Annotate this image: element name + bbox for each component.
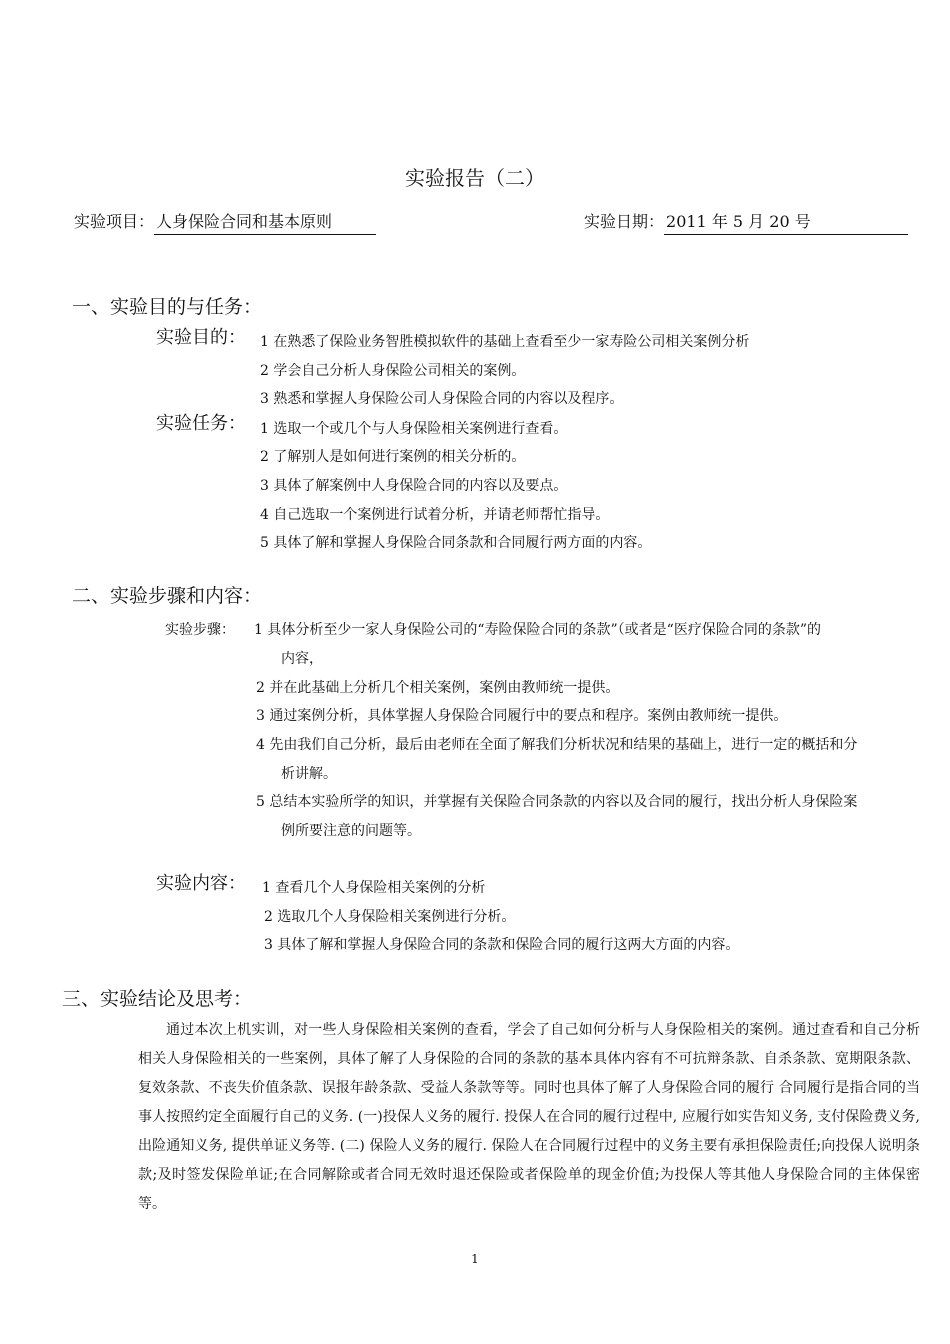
purpose-item: 2 学会自己分析人身保险公司相关的案例。 bbox=[260, 363, 526, 379]
step-item: 1 具体分析至少一家人身保险公司的“寿险保险合同的条款”（或者是“医疗保险合同的条款”的 bbox=[254, 622, 821, 638]
step-item: 2 并在此基础上分析几个相关案例，案例由教师统一提供。 bbox=[256, 680, 620, 696]
conclusion-paragraph: 通过本次上机实训，对一些人身保险相关案例的查看，学会了自己如何分析与人身保险相关的案例。通过查看和自己分析相关人身保险相关的一些案例，具体了解了人身保险的合同的条款的基本具体内容有不可抗辩条款、自杀条款、宽期限条款、复效条款、不丧失价值条款、误报年龄条款、受益人条款等等。同时也具体了解了人身保险合同的履行 合同履行是指合同的当事人按照约定全面履行自己的义务. (一)投保人义务的履行. 投保人在合同的履行过程中, 应履行如实告知义务, 支付保险费义务, 出险通知义务, 提供单证义务等. (二) 保险人义务的履行. 保险人在合同履行过程中的义务主要有承担保险责任;向投保人说明条款;及时签发保险单证;在合同解除或者合同无效时退还保险或者保险单的现金价值;为投保人等其他人身保险合同的主体保密等。 bbox=[138, 1022, 920, 1212]
page-title: 实验报告（二） bbox=[405, 166, 545, 190]
content-item: 1 查看几个人身保险相关案例的分析 bbox=[262, 880, 486, 896]
task-item: 1 选取一个或几个与人身保险相关案例进行查看。 bbox=[260, 421, 568, 437]
step-item-continued: 内容， bbox=[281, 651, 323, 667]
step-item: 4 先由我们自己分析，最后由老师在全面了解我们分析状况和结果的基础上，进行一定的概括和分 bbox=[256, 737, 858, 753]
date-value: 2011 年 5 月 20 号 bbox=[664, 209, 908, 235]
project-label: 实验项目： bbox=[74, 212, 155, 231]
task-item: 5 具体了解和掌握人身保险合同条款和合同履行两方面的内容。 bbox=[260, 535, 652, 551]
purpose-item: 3 熟悉和掌握人身保险公司人身保险合同的内容以及程序。 bbox=[260, 391, 624, 407]
section2-heading: 二、实验步骤和内容： bbox=[72, 585, 263, 607]
date-field bbox=[584, 209, 908, 235]
task-item: 3 具体了解案例中人身保险合同的内容以及要点。 bbox=[260, 478, 568, 494]
project-value: 人身保险合同和基本原则 bbox=[154, 209, 376, 235]
step-item: 3 通过案例分析，具体掌握人身保险合同履行中的要点和程序。案例由教师统一提供。 bbox=[256, 708, 788, 724]
content-label: 实验内容： bbox=[156, 873, 246, 894]
project-field bbox=[74, 209, 376, 235]
steps-label: 实验步骤： bbox=[165, 622, 235, 638]
content-item: 3 具体了解和掌握人身保险合同的条款和保险合同的履行这两大方面的内容。 bbox=[264, 937, 740, 953]
section1-heading: 一、实验目的与任务： bbox=[72, 296, 263, 318]
task-item: 4 自己选取一个案例进行试着分析，并请老师帮忙指导。 bbox=[260, 507, 610, 523]
content-item: 2 选取几个人身保险相关案例进行分析。 bbox=[264, 909, 516, 925]
purpose-item: 1 在熟悉了保险业务智胜模拟软件的基础上查看至少一家寿险公司相关案例分析 bbox=[260, 334, 750, 350]
step-item: 5 总结本实验所学的知识，并掌握有关保险合同条款的内容以及合同的履行，找出分析人身保险案 bbox=[256, 794, 858, 810]
step-item-continued: 例所要注意的问题等。 bbox=[281, 823, 421, 839]
purpose-label: 实验目的： bbox=[156, 327, 246, 348]
task-item: 2 了解别人是如何进行案例的相关分析的。 bbox=[260, 449, 526, 465]
section3-heading: 三、实验结论及思考： bbox=[62, 988, 253, 1010]
step-item-continued: 析讲解。 bbox=[281, 766, 337, 782]
task-label: 实验任务： bbox=[156, 413, 246, 434]
date-label: 实验日期： bbox=[584, 212, 665, 231]
page-number: 1 bbox=[471, 1252, 479, 1266]
